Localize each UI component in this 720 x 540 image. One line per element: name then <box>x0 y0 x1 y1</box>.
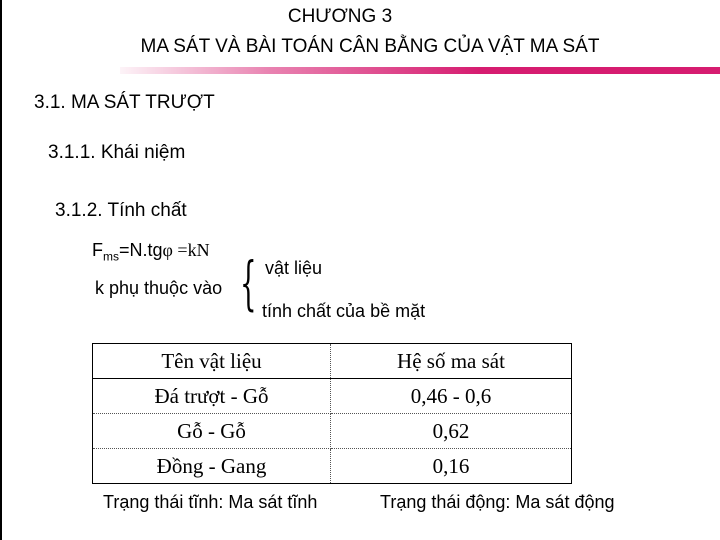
static-state-text: Trạng thái tĩnh: Ma sát tĩnh <box>103 492 318 512</box>
chapter-label: CHƯƠNG 3 <box>287 6 393 27</box>
section-3-1-2-heading: 3.1.2. Tính chất <box>55 200 187 221</box>
table-cell-material: Đồng - Gang <box>93 449 331 484</box>
chapter-title: MA SÁT VÀ BÀI TOÁN CÂN BẰNG CỦA VẬT MA SÁT <box>140 36 600 57</box>
table-header-coefficient: Hệ số ma sát <box>331 344 572 379</box>
table-cell-coefficient: 0,62 <box>331 414 572 449</box>
friction-formula <box>92 240 210 264</box>
table-header-row <box>93 344 572 379</box>
table-header-material: Tên vật liệu <box>93 344 331 379</box>
kinetic-state-text: Trạng thái động: Ma sát động <box>380 492 615 512</box>
dependency-label: k phụ thuộc vào <box>95 278 223 298</box>
formula-phi: φ <box>162 240 173 260</box>
table-cell-material: Gỗ - Gỗ <box>93 414 331 449</box>
left-border-line <box>0 0 2 540</box>
table-row <box>93 414 572 449</box>
section-3-1-heading: 3.1. MA SÁT TRƯỢT <box>34 92 215 113</box>
formula-f: F <box>92 240 103 260</box>
dependency-item-material: vật liệu <box>265 258 323 278</box>
friction-coefficient-table <box>92 343 572 484</box>
brace-icon: { <box>240 249 257 317</box>
formula-eq2: =kN <box>172 240 210 260</box>
table-row <box>93 449 572 484</box>
section-3-1-1-heading: 3.1.1. Khái niệm <box>48 142 186 163</box>
formula-eq1: =N.tg <box>119 240 163 260</box>
title-accent-bar <box>120 67 720 74</box>
table-cell-coefficient: 0,16 <box>331 449 572 484</box>
formula-subscript: ms <box>103 249 119 264</box>
table-cell-material: Đá trượt - Gỗ <box>93 379 331 414</box>
table-row <box>93 379 572 414</box>
table-cell-coefficient: 0,46 - 0,6 <box>331 379 572 414</box>
dependency-item-surface: tính chất của bề mặt <box>262 301 426 321</box>
